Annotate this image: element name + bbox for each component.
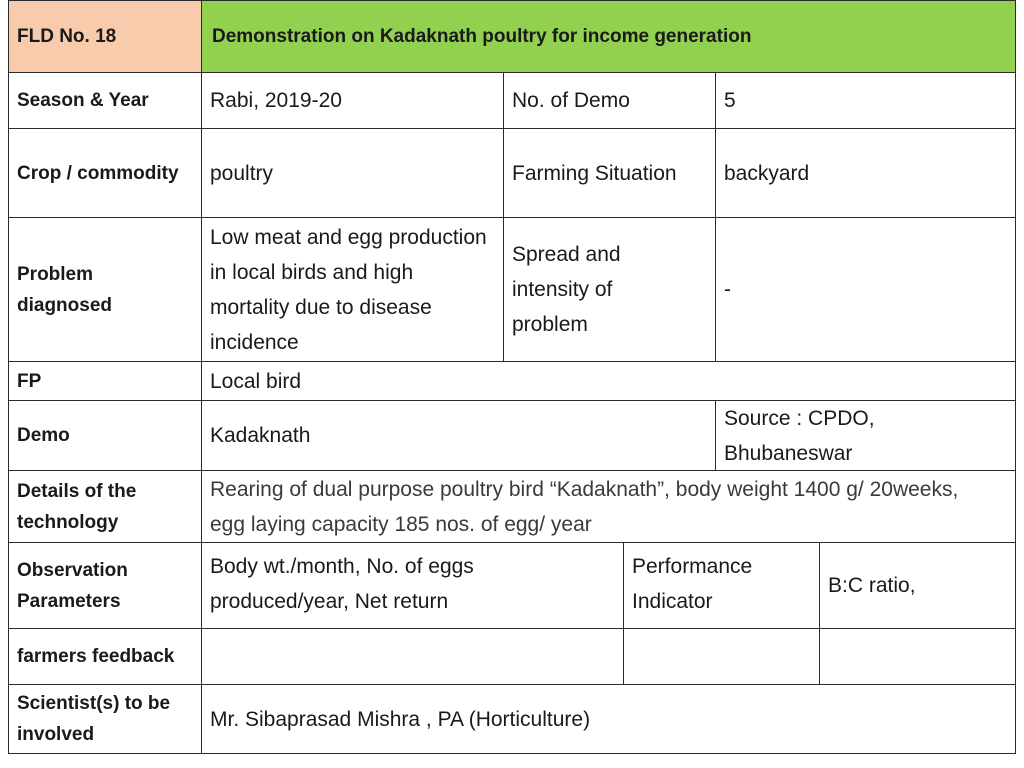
demo-count-label: No. of Demo <box>512 89 630 112</box>
fp-value-cell <box>201 361 1016 401</box>
demo-count-label-cell <box>503 72 716 129</box>
performance-indicator-value-cell <box>819 542 1016 629</box>
fp-label: FP <box>17 370 42 392</box>
fld-title <box>201 0 1016 73</box>
season-value-cell <box>201 72 504 129</box>
fld-number-text: FLD No. 18 <box>17 26 117 47</box>
technology-label-cell <box>8 470 202 543</box>
demo-label: Demo <box>17 425 70 446</box>
crop-value: poultry <box>210 161 274 185</box>
crop-label: Crop / commodity <box>17 162 179 184</box>
feedback-label-cell <box>8 628 202 685</box>
technology-label: Details of the technology <box>17 480 137 533</box>
performance-indicator-label: Performance Indicator <box>632 555 753 613</box>
fp-value: Local bird <box>210 369 302 393</box>
problem-value-cell <box>201 217 504 362</box>
fld-title-text: Demonstration on Kadaknath poultry for income generation <box>212 26 752 47</box>
demo-value-cell <box>201 400 716 471</box>
observation-value-cell <box>201 542 624 629</box>
spread-value: - <box>724 278 731 301</box>
feedback-extra-cell-1 <box>623 628 820 685</box>
farming-situation-label-cell <box>503 128 716 218</box>
problem-value: Low meat and egg production in local birds and high mortality due to disease incidence <box>210 225 487 354</box>
scientist-value-cell <box>201 684 1016 754</box>
demo-source: Source : CPDO, Bhubaneswar <box>724 406 875 465</box>
demo-count-value: 5 <box>724 89 736 112</box>
scientist-label-cell <box>8 684 202 754</box>
scientist-label: Scientist(s) to be involved <box>17 693 171 745</box>
technology-value: Rearing of dual purpose poultry bird “Kadaknath”, body weight 1400 g/ 20weeks, egg laying capacity 185 nos. of egg/ year <box>210 477 959 536</box>
season-label: Season & Year <box>17 90 149 111</box>
spread-label: Spread and intensity of problem <box>512 243 621 336</box>
problem-label-cell <box>8 217 202 362</box>
demo-value: Kadaknath <box>210 424 311 447</box>
season-value: Rabi, 2019-20 <box>210 89 342 112</box>
observation-label-cell <box>8 542 202 629</box>
performance-indicator-label-cell <box>623 542 820 629</box>
fld-number <box>8 0 202 73</box>
scientist-value: Mr. Sibaprasad Mishra , PA (Horticulture) <box>210 707 591 731</box>
observation-label: Observation Parameters <box>17 559 128 612</box>
feedback-value-cell <box>201 628 624 685</box>
feedback-extra-cell-2 <box>819 628 1016 685</box>
demo-label-cell <box>8 400 202 471</box>
crop-label-cell <box>8 128 202 218</box>
farming-situation-value-cell <box>715 128 1016 218</box>
demo-count-value-cell <box>715 72 1016 129</box>
crop-value-cell <box>201 128 504 218</box>
demo-source-cell <box>715 400 1016 471</box>
farming-situation-label: Farming Situation <box>512 161 677 185</box>
performance-indicator-value: B:C ratio, <box>828 574 916 597</box>
farming-situation-value: backyard <box>724 161 810 185</box>
spread-label-cell <box>503 217 716 362</box>
technology-value-cell <box>201 470 1016 543</box>
problem-label: Problem diagnosed <box>17 263 113 316</box>
season-label-cell <box>8 72 202 129</box>
spread-value-cell <box>715 217 1016 362</box>
observation-value: Body wt./month, No. of eggs produced/year, Net return <box>210 555 474 613</box>
feedback-label: farmers feedback <box>17 646 175 667</box>
fp-label-cell <box>8 361 202 401</box>
